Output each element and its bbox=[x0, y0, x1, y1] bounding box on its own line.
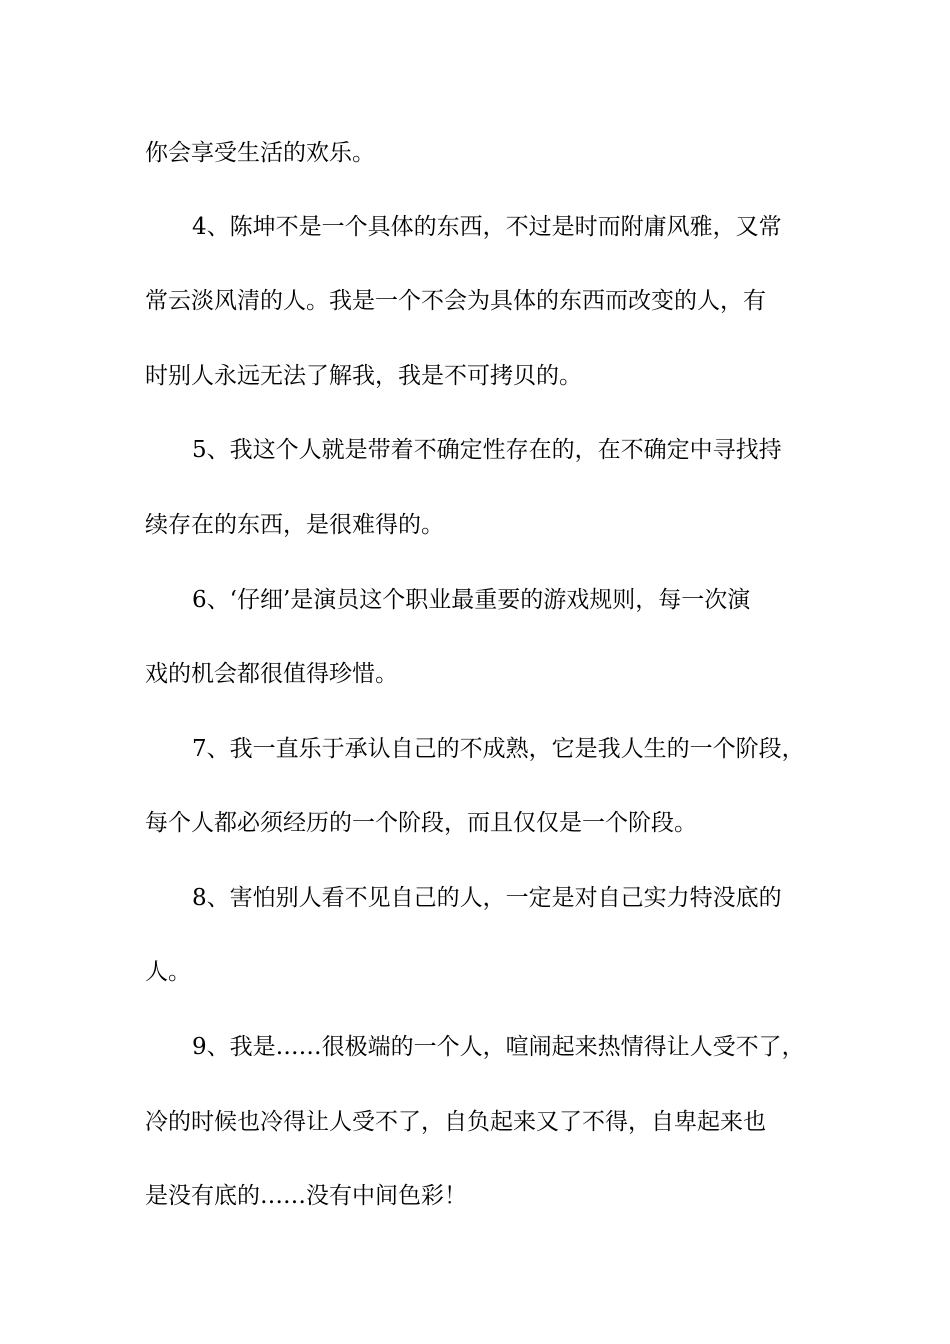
text-line: 时别人永远无法了解我，我是不可拷贝的。 bbox=[145, 363, 582, 389]
text-line: 人。 bbox=[145, 959, 191, 985]
text-line: 你会享受生活的欢乐。 bbox=[145, 140, 375, 166]
text-line: 常云淡风清的人。我是一个不会为具体的东西而改变的人，有 bbox=[145, 288, 766, 314]
text-line: 8、害怕别人看不见自己的人，一定是对自己实力特没底的 bbox=[192, 885, 782, 911]
text-line: 续存在的东西，是很难得的。 bbox=[145, 512, 444, 538]
text-line: 7、我一直乐于承认自己的不成熟，它是我人生的一个阶段， bbox=[192, 736, 805, 762]
text-line: 是没有底的……没有中间色彩！ bbox=[145, 1183, 467, 1209]
text-line: 5、我这个人就是带着不确定性存在的，在不确定中寻找持 bbox=[192, 437, 782, 463]
text-line: 6、‘仔细’是演员这个职业最重要的游戏规则，每一次演 bbox=[192, 587, 751, 613]
text-line: 每个人都必须经历的一个阶段，而且仅仅是一个阶段。 bbox=[145, 810, 697, 836]
text-line: 9、我是……很极端的一个人，喧闹起来热情得让人受不了， bbox=[192, 1034, 805, 1060]
text-line: 戏的机会都很值得珍惜。 bbox=[145, 661, 398, 687]
text-line: 4、陈坤不是一个具体的东西，不过是时而附庸风雅，又常 bbox=[192, 214, 782, 240]
text-line: 冷的时候也冷得让人受不了，自负起来又了不得，自卑起来也 bbox=[145, 1109, 766, 1135]
